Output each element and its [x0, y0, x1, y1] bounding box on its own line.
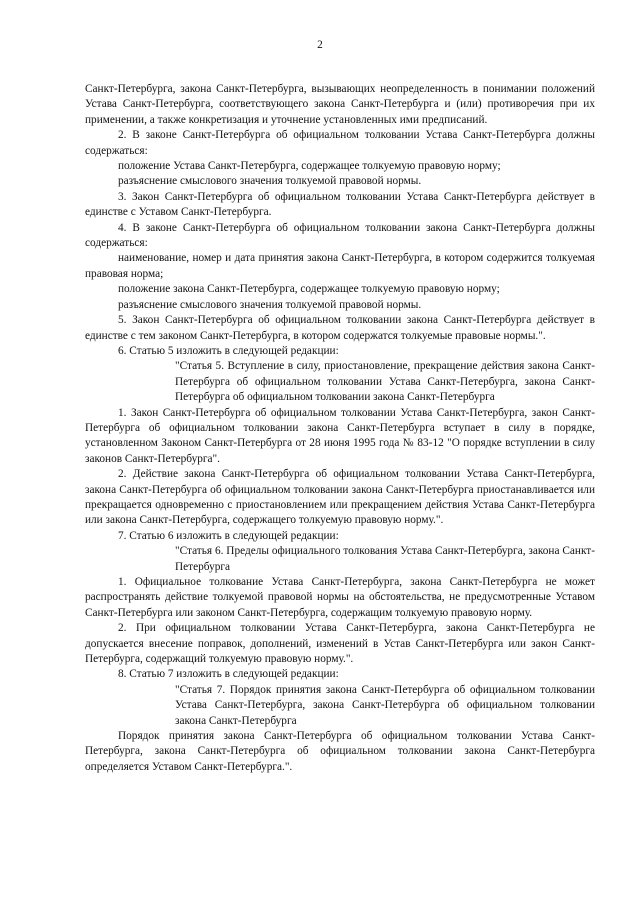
paragraph-amendment-8: 8. Статью 7 изложить в следующей редакции:: [118, 668, 339, 681]
paragraph-article7-body: Порядок принятия закона Санкт-Петербурга об официальном толковании Устава Санкт-Петербурга, закона Санкт-Петербурга об официальном толковании закона Санкт-Петербурга определяется Уставом Санкт-Петербурга.".: [85, 730, 595, 773]
paragraph-item-2: 2. В законе Санкт-Петербурга об официальном толковании Устава Санкт-Петербурга должны содержаться:: [85, 129, 595, 157]
paragraph-subitem: положение Устава Санкт-Петербурга, содержащее толкуемую правовую норму;: [118, 160, 501, 173]
page-number: 2: [317, 39, 323, 51]
paragraph-subitem: разъяснение смыслового значения толкуемой правовой нормы.: [118, 298, 422, 311]
paragraph-subitem: положение закона Санкт-Петербурга, содержащее толкуемую правовую норму;: [118, 283, 500, 296]
document-body: [85, 82, 595, 775]
paragraph-item-5: 5. Закон Санкт-Петербурга об официальном толковании закона Санкт-Петербурга действует в единстве с тем законом Санкт-Петербурга, в котором содержатся толкуемые правовые нормы.".: [85, 314, 595, 342]
paragraph-article6-item2: 2. При официальном толковании Устава Санкт-Петербурга, закона Санкт-Петербурга не допускается внесение поправок, дополнений, изменений в Устав Санкт-Петербурга или закон Санкт-Петербурга, содержащий толкуемую правовую норму.".: [85, 622, 595, 666]
paragraph-item-3: 3. Закон Санкт-Петербурга об официальном толковании Устава Санкт-Петербурга действует в единстве с Уставом Санкт-Петербурга.: [85, 190, 595, 219]
paragraph-continuation: Санкт-Петербурга, закона Санкт-Петербурга, вызывающих неопределенность в понимании положений Устава Санкт-Петербурга, соответствующего закона Санкт-Петербурга и (или) противоречия при их применении, а также конкретизация и уточнение установленных ими предписаний.: [85, 83, 595, 126]
paragraph-amendment-7: 7. Статью 6 изложить в следующей редакции:: [118, 529, 339, 542]
paragraph-article5-item1: 1. Закон Санкт-Петербурга об официальном толковании Устава Санкт-Петербурга, закон Санкт-Петербурга об официальном толковании закона Санкт-Петербурга вступает в силу в порядке, установленном Законом Санкт-Петербурга от 28 июня 1995 года № 83-12 "О порядке вступлении в силу законов Санкт-Петербурга".: [85, 406, 595, 465]
paragraph-article6-item1: 1. Официальное толкование Устава Санкт-Петербурга, закона Санкт-Петербурга не может распространять действие толкуемой правовой нормы на обстоятельства, не предусмотренные Уставом Санкт-Петербурга или законом Санкт-Петербурга, содержащим толкуемую правовую норму.: [85, 576, 595, 619]
article-title-6: "Статья 6. Пределы официального толкования Устава Санкт-Петербурга, закона Санкт-Петербурга: [175, 545, 595, 573]
paragraph-article5-item2: 2. Действие закона Санкт-Петербурга об официальном толковании Устава Санкт-Петербурга, закона Санкт-Петербурга об официальном толковании закона Санкт-Петербурга приостанавливается или прекращается одновременно с приостановлением или прекращением действия Устава Санкт-Петербурга или закона Санкт-Петербурга, содержащего толкуемую правовую норму.".: [85, 468, 595, 527]
paragraph-amendment-6: 6. Статью 5 изложить в следующей редакции:: [118, 344, 339, 357]
paragraph-subitem: разъяснение смыслового значения толкуемой правовой нормы.: [118, 175, 422, 188]
article-title-5: "Статья 5. Вступление в силу, приостановление, прекращение действия закона Санкт-Петербурга об официальном толковании Устава Санкт-Петербурга, закона Санкт-Петербурга об официальном толковании закона Санкт-Петербурга: [175, 360, 595, 404]
paragraph-subitem: наименование, номер и дата принятия закона Санкт-Петербурга, в котором содержится толкуемая правовая норма;: [85, 252, 595, 280]
article-title-7: "Статья 7. Порядок принятия закона Санкт-Петербурга об официальном толковании Устава Санкт-Петербурга, закона Санкт-Петербурга об официальном толковании закона Санкт-Петербурга: [175, 683, 595, 727]
paragraph-item-4: 4. В законе Санкт-Петербурга об официальном толковании закона Санкт-Петербурга должны содержаться:: [85, 221, 595, 250]
